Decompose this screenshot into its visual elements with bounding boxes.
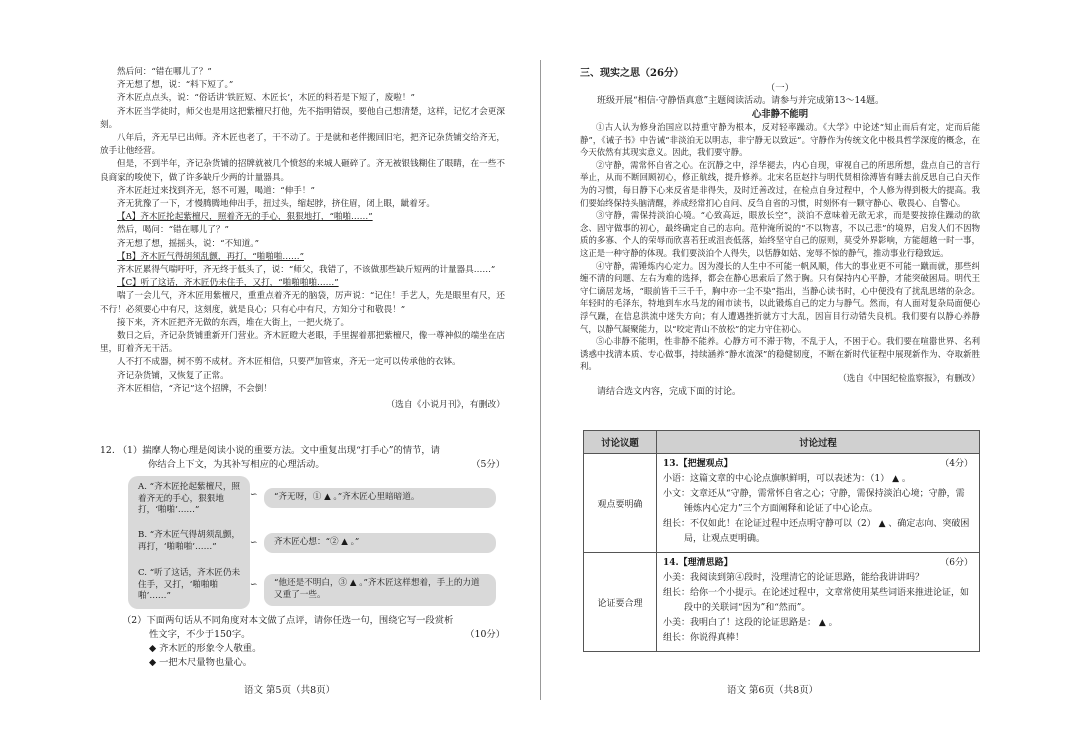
story-paragraph: 接下来，齐木匠把齐无做的东西，堆在大街上，一把火烧了。	[117, 317, 350, 328]
table-row	[584, 454, 980, 553]
story-paragraph: 八年后，齐无早已出师。齐木匠也老了，干不动了。于是就和老伴搬回旧宅，把齐记杂货铺交给齐无，放手让他经营。	[100, 133, 505, 157]
discussion-table	[583, 430, 980, 652]
row-label-argument: 论证要合理	[584, 553, 657, 652]
story-paragraph-marked-c: 【C】听了这话，齐木匠仍未住手，又打，“啪啪啪啪……”	[117, 278, 339, 289]
story-source: （选自《小说月刊》，有删改）	[386, 400, 505, 411]
story-paragraph: 齐木匠累得气喘吁吁，齐无终于低头了，说：“师父，我错了，不该做那些缺斤短两的计量器具……”	[117, 265, 496, 276]
row-content-q13	[657, 454, 980, 553]
question-12-2-line1: （2）下面两句话从不同角度对本文做了点评，请你任选一句，围绕它写一段赏析	[122, 615, 454, 626]
q14-line: 组长：给你一个小提示。在论述过程中，文章常使用某些词语来推进论证，如段中的关联词“因为”和“然而”。	[663, 588, 970, 613]
question-12-1-score: （5分）	[471, 459, 505, 470]
figure-pill-a: “齐无呀，① ▲ 。”齐木匠心里暗暗道。	[264, 488, 496, 508]
article-paragraph: ④守静，需锤炼内心定力。因为漫长的人生中不可能一帆风顺，伟大的事业更不可能一蹴而就，那些纠缠不清的问题、左右为难的选择，都会在静心思索后了然于胸。只有保持内心平静，才能突破困局。明代王守仁谪居龙场，“眼前皆千三千千，胸中亦一尘不染”指出，当静心读书时，心中便没有了扰乱思绪的杂念。年轻时的毛泽东，特地到车水马龙的闹市读书，以此锻炼自己的定力与静气。然而，有人面对复杂局面便心浮气躁，在信息洪流中迷失方向；有人遭遇挫折就方寸大乱，因盲目行动错失良机。我们要有以静心养静气，以静气凝聚能力，以“咬定青山不放松”的定力守住初心。	[580, 260, 980, 334]
q13-line: 小文：文章还从“守静，需常怀自省之心；守静，需保持淡泊心境；守静，需锤炼内心定力”三个方面阐释和论证了中心论点。	[663, 489, 965, 514]
article-paragraph: ①古人认为修身治国应以持重守静为根本，反对轻率躁动。《大学》中论述“知止而后有定，定而后能静”，《诫子书》中告诫“非淡泊无以明志，非宁静无以致远”。守静作为传统文化中极具哲学深度的概念，在今天依然有其现实意义。因此，我们要守静。	[580, 122, 980, 158]
story-paragraph: 齐无想了想，说：“料下短了。”	[117, 80, 234, 91]
article-paragraph: ③守静，需保持淡泊心境。“心致高远，眼放长空”，淡泊不意味着无欲无求，而是要按捺住躁动的欲念、固守做事的初心，最终确定自己的志向。范仲淹所说的“不以物喜，不以己悲”的境界，启发人们不因物质的多寡、个人的荣辱而欣喜若狂或沮丧低落，始终坚守自己的原则，莫受外界影响，方能超越一时一事，这正是一种守静的体现。我们要淡泊个人得失，以恬静如姑、宠辱不惊的静气，推动事业行稳致远。	[580, 210, 980, 258]
connector-a: ∽	[250, 490, 258, 500]
table-header-row	[584, 431, 980, 454]
question-12-2-score: （10分）	[465, 629, 505, 640]
story-paragraph: 齐木匠赶过来找到齐无，怒不可遏，喝道：“伸手！”	[117, 185, 315, 196]
footer-page-6: 语文 第6页（共8页）	[727, 685, 819, 696]
story-paragraph: 齐木匠相信，“齐记”这个招牌，不会倒！	[117, 383, 272, 394]
story-paragraph: 然后，喝问：“错在哪儿了？”	[117, 225, 229, 236]
figure-item-a: A. “齐木匠抡起紫檀尺，照着齐无的手心，狠狠地打，‘啪啪’……”	[138, 482, 241, 515]
connector-c: ∽	[250, 580, 258, 590]
q14-heading: 14.【理清思路】	[663, 558, 733, 568]
story-paragraph: 齐记杂货铺，又恢复了正常。	[117, 370, 229, 381]
story-paragraph: 但是，不到半年，齐记杂货铺的招牌就被几个愤怒的来城人砸碎了。齐无被银钱糊住了眼睛，在一些不良商家的唆使下，做了许多缺斤少两的计量器具。	[100, 159, 505, 183]
section-title: 三、现实之思（26分）	[580, 68, 684, 79]
question-12-2	[122, 614, 505, 670]
q13-heading: 13.【把握观点】	[663, 459, 733, 469]
table-intro: 请结合选文内容，完成下面的讨论。	[597, 386, 742, 397]
q14-score: （6分）	[940, 558, 973, 568]
q13-line: 组长：不仅如此！在论证过程中还点明守静可以（2） ▲ 、确定志向、突破困局，让观点更明确。	[663, 519, 970, 544]
figure-pill-b: 齐木匠心想：“② ▲ 。”	[264, 533, 496, 553]
story-text	[100, 66, 505, 412]
article-paragraph: ②守静，需常怀自省之心。在沉静之中，浮华褪去，内心自现，审视自己的所思所想，盘点自己的言行举止，从而不断回顾初心，修正航线，提升修养。北宋名臣赵抃与明代贤相徐溥皆有睡去前反思自己白天作为的习惯，每日静下心来反省是非得失，及时迁善改过，在检点自身过程中，个人修为得到极大的提高。我们要始终保持头脑清醒，养成经常扪心自问、反刍自省的习惯，时刻怀有一颗守静心、敬畏心、自警心。	[580, 159, 980, 208]
q14-line: 小美：我明白了！这段的论证思路是： ▲ 。	[663, 618, 838, 628]
question-12-2-option-1: ◆ 齐木匠的形象令人敬重。	[149, 643, 262, 654]
q13-score: （4分）	[940, 459, 973, 469]
connector-b: ∽	[250, 538, 258, 548]
table-header-process: 讨论过程	[657, 431, 980, 454]
q14-line: 小美：我阅读到第④段时，没理清它的论证思路，能给我讲讲吗？	[663, 573, 925, 583]
story-paragraph: 人不打不成器，树不剪不成材。齐木匠相信，只要严加管束，齐无一定可以传承他的衣钵。	[117, 357, 461, 368]
q14-line: 组长：你说得真棒！	[663, 633, 745, 643]
question-12-2-option-2: ◆ 一把木尺量物也量心。	[149, 657, 253, 668]
activity-intro: 班级开展“相信·守静悟真意”主题阅读活动。请参与并完成第13～14题。	[597, 96, 884, 106]
question-12-1-line1: 12. （1）揣摩人物心理是阅读小说的重要方法。文中重复出现“打手心”的情节，请	[100, 445, 440, 456]
row-label-viewpoint: 观点要明确	[584, 454, 657, 553]
row-content-q14	[657, 553, 980, 652]
figure-item-c: C. “听了这话，齐木匠仍未住手，又打，‘啪啪啪啪’……”	[138, 568, 241, 601]
story-paragraph-marked-b: 【B】齐木匠气得胡须乱颤，再打，“啪啪啪……”	[117, 251, 304, 262]
question-12-2-line2: 性文字，不少于150字。	[149, 629, 251, 640]
footer-page-5: 语文 第5页（共8页）	[244, 685, 336, 696]
question-12-1	[100, 444, 505, 472]
story-paragraph: 齐木匠点点头，说：“俗话讲‘铁匠短、木匠长’，木匠的料若是下短了，废啦！”	[117, 93, 415, 104]
story-paragraph: 齐木匠当学徒时，师父也是用这把紫檀尺打他，先不指明错误，要他自己想清楚，这样，记忆才会更深刻。	[100, 106, 505, 130]
table-row	[584, 553, 980, 652]
q13-line: 小语：这篇文章的中心论点旗帜鲜明，可以表述为：（1） ▲ 。	[663, 474, 911, 484]
figure-item-b: B. “齐木匠气得胡须乱颤，再打，‘啪啪啪’……”	[138, 530, 241, 552]
figure-pill-c: “他还是不明白，③ ▲ 。”齐木匠这样想着，手上的力道又重了一些。	[264, 574, 496, 606]
part-number: （一）	[765, 83, 795, 94]
page-divider	[540, 60, 541, 700]
story-paragraph: 齐无犹豫了一下，才慢腾腾地伸出手，扭过头，缩起脖，挤住眉，闭上眼，龇着牙。	[117, 199, 435, 210]
table-header-topic: 讨论议题	[584, 431, 657, 454]
article-source: （选自《中国纪检监察报》，有删改）	[838, 373, 980, 384]
story-paragraph: 喘了一会儿气，齐木匠用紫檀尺，重重点着齐无的脑袋，厉声说：“记住！手艺人，先是眼里有尺，还不行！必须要心中有尺，这刻度，就是良心；只有心中有尺，方知分寸和敬畏！”	[100, 291, 505, 315]
article-title: 心非静不能明	[751, 109, 809, 120]
argument-text	[580, 66, 980, 399]
story-paragraph: 数日之后，齐记杂货铺重新开门营业。齐木匠瞪大老眼，手里握着那把紫檀尺，像一尊神似的端坐在店里，盯着齐无干活。	[100, 331, 505, 355]
story-paragraph-marked-a: 【A】齐木匠抡起紫檀尺，照着齐无的手心，狠狠地打，“啪啪……”	[117, 212, 373, 223]
story-paragraph: 齐无想了想，摇摇头，说：“不知道。”	[117, 238, 259, 249]
question-12-1-line2: 你结合上下文，为其补写相应的心理活动。	[148, 459, 325, 470]
article-paragraph: ⑤心非静不能明，性非静不能养。心静方可不滞于物，不乱于人，不困于心。我们要在喧嚣世界、名利诱惑中找清本质、专心做事，持续涵养“静水流深”的稳健韧度，不断在新时代征程中展现新作为、夺取新胜利。	[580, 336, 980, 372]
story-paragraph: 然后问：“错在哪儿了？”	[117, 67, 212, 77]
